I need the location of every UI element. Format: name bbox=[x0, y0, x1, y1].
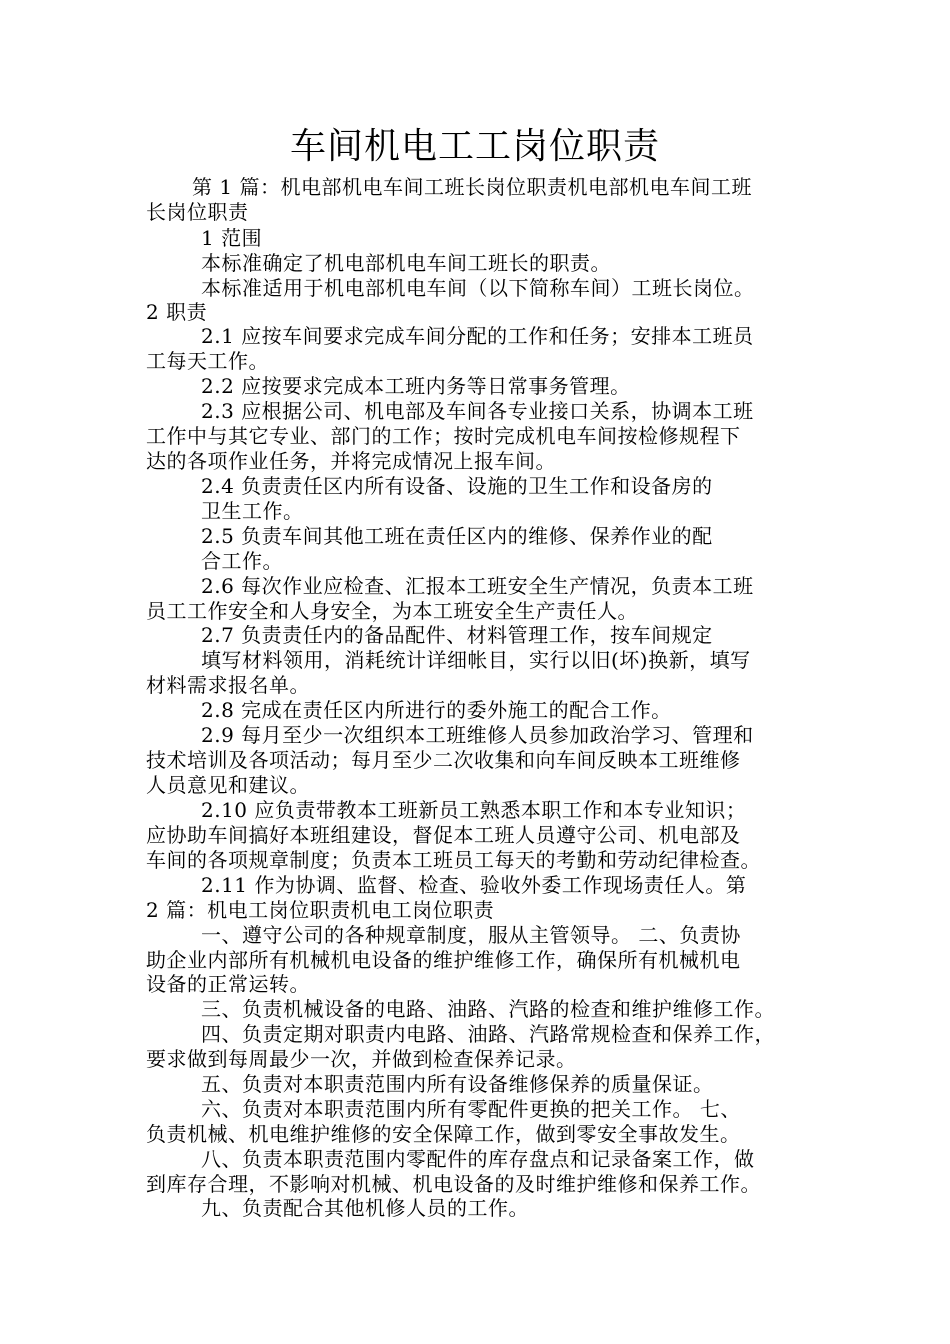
text-line: 2 职责 bbox=[146, 300, 208, 324]
text-line: 2.5 负责车间其他工班在责任区内的维修、保养作业的配 bbox=[201, 524, 713, 548]
text-line: 六、负责对本职责范围内所有零配件更换的把关工作。 七、 bbox=[201, 1097, 741, 1121]
text-line: 本标准确定了机电部机电车间工班长的职责。 bbox=[201, 251, 611, 275]
text-line: 负责机械、机电维护维修的安全保障工作，做到零安全事故发生。 bbox=[146, 1122, 741, 1146]
document-title: 车间机电工工岗位职责 bbox=[289, 126, 660, 167]
text-line: 2.9 每月至少一次组织本工班维修人员参加政治学习、管理和 bbox=[201, 723, 754, 747]
text-line: 2.8 完成在责任区内所进行的委外施工的配合工作。 bbox=[201, 698, 672, 722]
text-line: 卫生工作。 bbox=[201, 499, 304, 523]
text-line: 第 1 篇：机电部机电车间工班长岗位职责机电部机电车间工班 bbox=[192, 175, 752, 199]
text-line: 三、负责机械设备的电路、油路、汽路的检查和维护维修工作。 bbox=[201, 997, 775, 1021]
text-line: 2.1 应按车间要求完成车间分配的工作和任务；安排本工班员 bbox=[201, 324, 754, 348]
text-line: 2.3 应根据公司、机电部及车间各专业接口关系，协调本工班 bbox=[201, 399, 754, 423]
text-line: 2.10 应负责带教本工班新员工熟悉本职工作和本专业知识； bbox=[201, 798, 747, 822]
text-line: 九、负责配合其他机修人员的工作。 bbox=[201, 1196, 529, 1220]
text-line: 助企业内部所有机械机电设备的维护维修工作，确保所有机械机电 bbox=[146, 948, 741, 972]
text-line: 应协助车间搞好本班组建设，督促本工班人员遵守公司、机电部及 bbox=[146, 823, 741, 847]
text-line: 到库存合理，不影响对机械、机电设备的及时维护维修和保养工作。 bbox=[146, 1172, 761, 1196]
text-line: 车间的各项规章制度；负责本工班员工每天的考勤和劳动纪律检查。 bbox=[146, 848, 761, 872]
text-line: 工作中与其它专业、部门的工作；按时完成机电车间按检修规程下 bbox=[146, 424, 741, 448]
text-line: 2 篇：机电工岗位职责机电工岗位职责 bbox=[146, 898, 495, 922]
text-line: 1 范围 bbox=[201, 226, 263, 250]
text-line: 2.6 每次作业应检查、汇报本工班安全生产情况，负责本工班 bbox=[201, 574, 754, 598]
text-line: 要求做到每周最少一次，并做到检查保养记录。 bbox=[146, 1047, 577, 1071]
text-line: 八、负责本职责范围内零配件的库存盘点和记录备案工作，做 bbox=[201, 1147, 755, 1171]
text-line: 2.11 作为协调、监督、检查、验收外委工作现场责任人。第 bbox=[201, 873, 747, 897]
text-line: 五、负责对本职责范围内所有设备维修保养的质量保证。 bbox=[201, 1072, 714, 1096]
text-line: 2.7 负责责任内的备品配件、材料管理工作，按车间规定 bbox=[201, 623, 713, 647]
text-line: 工每天工作。 bbox=[146, 349, 269, 373]
text-line: 一、遵守公司的各种规章制度，服从主管领导。 二、负责协 bbox=[201, 923, 741, 947]
text-line: 技术培训及各项活动；每月至少二次收集和向车间反映本工班维修 bbox=[146, 748, 741, 772]
text-line: 四、负责定期对职责内电路、油路、汽路常规检查和保养工作， bbox=[201, 1022, 775, 1046]
text-line: 2.4 负责责任区内所有设备、设施的卫生工作和设备房的 bbox=[201, 474, 713, 498]
text-line: 设备的正常运转。 bbox=[146, 972, 310, 996]
text-line: 材料需求报名单。 bbox=[146, 673, 310, 697]
text-line: 2.2 应按要求完成本工班内务等日常事务管理。 bbox=[201, 374, 631, 398]
text-line: 人员意见和建议。 bbox=[146, 773, 310, 797]
text-line: 合工作。 bbox=[201, 549, 283, 573]
text-line: 长岗位职责 bbox=[146, 200, 249, 224]
text-line: 员工工作安全和人身安全，为本工班安全生产责任人。 bbox=[146, 599, 638, 623]
text-line: 填写材料领用，消耗统计详细帐目，实行以旧(坏)换新，填写 bbox=[201, 648, 751, 672]
text-line: 本标准适用于机电部机电车间（以下简称车间）工班长岗位。 bbox=[201, 276, 755, 300]
text-line: 达的各项作业任务，并将完成情况上报车间。 bbox=[146, 449, 556, 473]
